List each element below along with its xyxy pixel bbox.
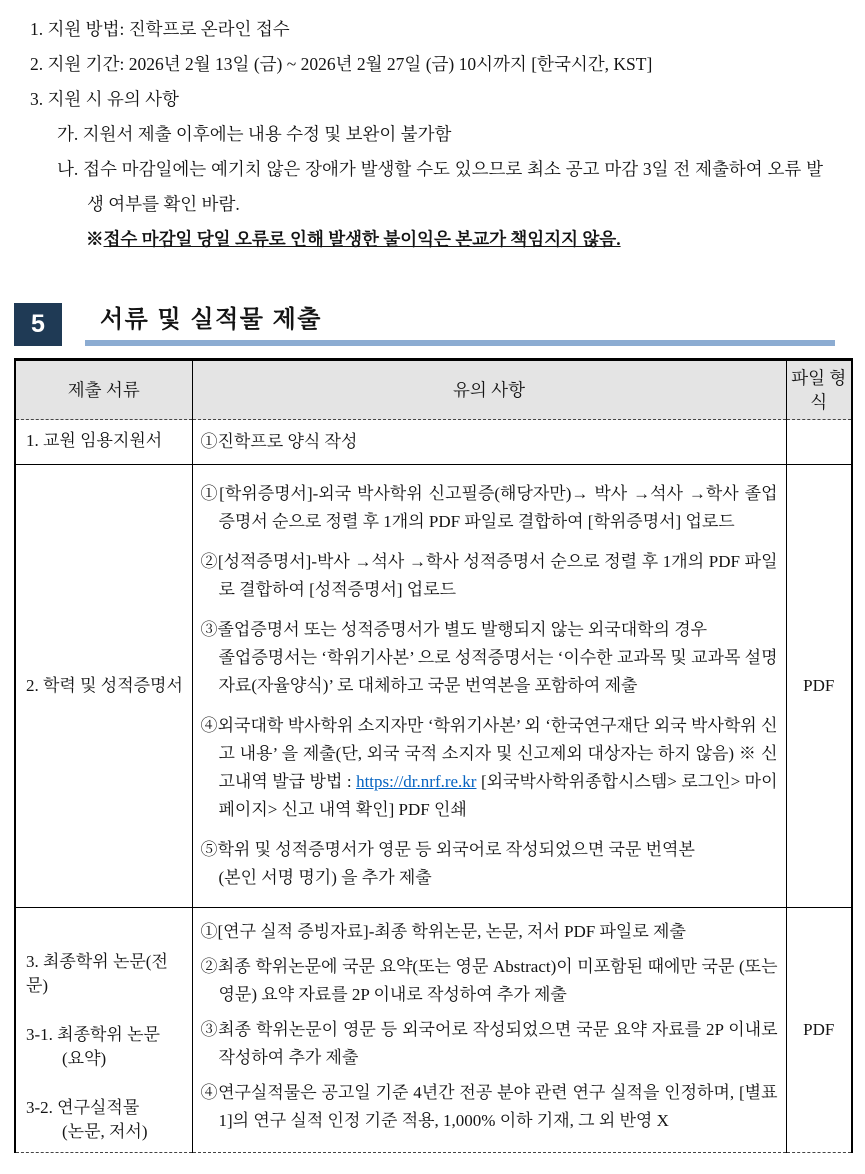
- document-line: 3-1. 최종학위 논문: [26, 1025, 160, 1044]
- file-format-cell: PDF: [786, 908, 852, 1153]
- note-paragraph: ④외국대학 박사학위 소지자만 ‘학위기사본’ 외 ‘한국연구재단 외국 박사학위 신고 내용’ 을 제출(단, 외국 국적 소지자 및 신고제외 대상자는 하지 않음) ※ 신고내역 발급 방법 : https://dr.nrf.re.kr [외국박사학위종합시스템> 로그인> 마이페이지> 신고 내역 확인] PDF 인쇄: [200, 716, 778, 819]
- notes-cell: [192, 465, 786, 908]
- document-line: (요약): [62, 1049, 107, 1068]
- table-row-application-form: [15, 420, 852, 465]
- warning-text: 접수 마감일 당일 오류로 인해 발생한 불이익은 본교가 책임지지 않음.: [103, 229, 621, 249]
- document-line: (논문, 저서): [62, 1122, 148, 1141]
- warning-note: [86, 222, 823, 257]
- section-title: 서류 및 실적물 제출: [100, 306, 322, 333]
- note-paragraph: ③졸업증명서 또는 성적증명서가 별도 발행되지 않는 외국대학의 경우 졸업증명서는 ‘학위기사본’ 으로 성적증명서는 ‘이수한 교과목 및 교과목 설명자료(자율양식)’ 로 대체하고 국문 번역본을 포함하여 제출: [200, 620, 778, 695]
- table-row-transcripts: [15, 465, 852, 908]
- list-item-application-method: 1. 지원 방법: 진학프로 온라인 접수: [30, 19, 290, 39]
- file-format-cell: PDF: [786, 465, 852, 908]
- submission-table: [14, 358, 853, 1153]
- section-number-badge: 5: [14, 303, 62, 346]
- document-line: 3. 최종학위 논문(전문): [26, 952, 168, 995]
- note-paragraph: ②[성적증명서]-박사 →석사 →학사 성적증명서 순으로 정렬 후 1개의 PDF 파일로 결합하여 [성적증명서] 업로드: [200, 552, 778, 599]
- document-cell: [15, 908, 192, 1153]
- list-subitem-no-edit: 가. 지원서 제출 이후에는 내용 수정 및 보완이 불가함: [57, 124, 452, 144]
- nrf-degree-report-link[interactable]: https://dr.nrf.re.kr: [356, 772, 477, 791]
- list-item-application-cautions: 3. 지원 시 유의 사항: [30, 89, 179, 109]
- document-cell: 2. 학력 및 성적증명서: [15, 465, 192, 908]
- section-title-underline: [85, 303, 835, 346]
- document-line: 3-2. 연구실적물: [26, 1098, 140, 1117]
- table-header-row: [15, 360, 852, 420]
- note-paragraph: ①[연구 실적 증빙자료]-최종 학위논문, 논문, 저서 PDF 파일로 제출: [200, 922, 686, 941]
- list-item-application-period: 2. 지원 기간: 2026년 2월 13일 (금) ~ 2026년 2월 27일 (금) 10시까지 [한국시간, KST]: [30, 54, 653, 74]
- note-paragraph: ③최종 학위논문이 영문 등 외국어로 작성되었으면 국문 요약 자료를 2P 이내로 작성하여 추가 제출: [200, 1020, 778, 1067]
- notes-cell: [192, 420, 786, 465]
- col-header-file-format: 파일 형식: [786, 360, 852, 420]
- note-paragraph: ⑤학위 및 성적증명서가 영문 등 외국어로 작성되었으면 국문 번역본 (본인 서명 명기) 을 추가 제출: [200, 840, 695, 887]
- file-format-cell: [786, 420, 852, 465]
- note-paragraph: ④연구실적물은 공고일 기준 4년간 전공 분야 관련 연구 실적을 인정하며, [별표 1]의 연구 실적 인정 기준 적용, 1,000% 이하 기재, 그 외 반영 X: [200, 1083, 778, 1130]
- col-header-notes: 유의 사항: [192, 360, 786, 420]
- notes-cell: [192, 908, 786, 1153]
- section-header: [14, 303, 835, 346]
- table-row-thesis-research: [15, 908, 852, 1153]
- note-paragraph: ①[학위증명서]-외국 박사학위 신고필증(해당자만)→ 박사 →석사 →학사 졸업증명서 순으로 정렬 후 1개의 PDF 파일로 결합하여 [학위증명서] 업로드: [200, 484, 778, 531]
- col-header-documents: 제출 서류: [15, 360, 192, 420]
- reference-mark: ※: [86, 229, 104, 249]
- note-paragraph: ①진학프로 양식 작성: [200, 432, 358, 451]
- note-paragraph: ②최종 학위논문에 국문 요약(또는 영문 Abstract)이 미포함된 때에만 국문 (또는 영문) 요약 자료를 2P 이내로 작성하여 추가 제출: [200, 957, 778, 1004]
- document-cell: 1. 교원 임용지원서: [15, 420, 192, 465]
- list-subitem-deadline-advice: 나. 접수 마감일에는 예기치 않은 장애가 발생할 수도 있으므로 최소 공고 마감 3일 전 제출하여 오류 발생 여부를 확인 바람.: [57, 159, 823, 214]
- application-info-list: [0, 12, 865, 257]
